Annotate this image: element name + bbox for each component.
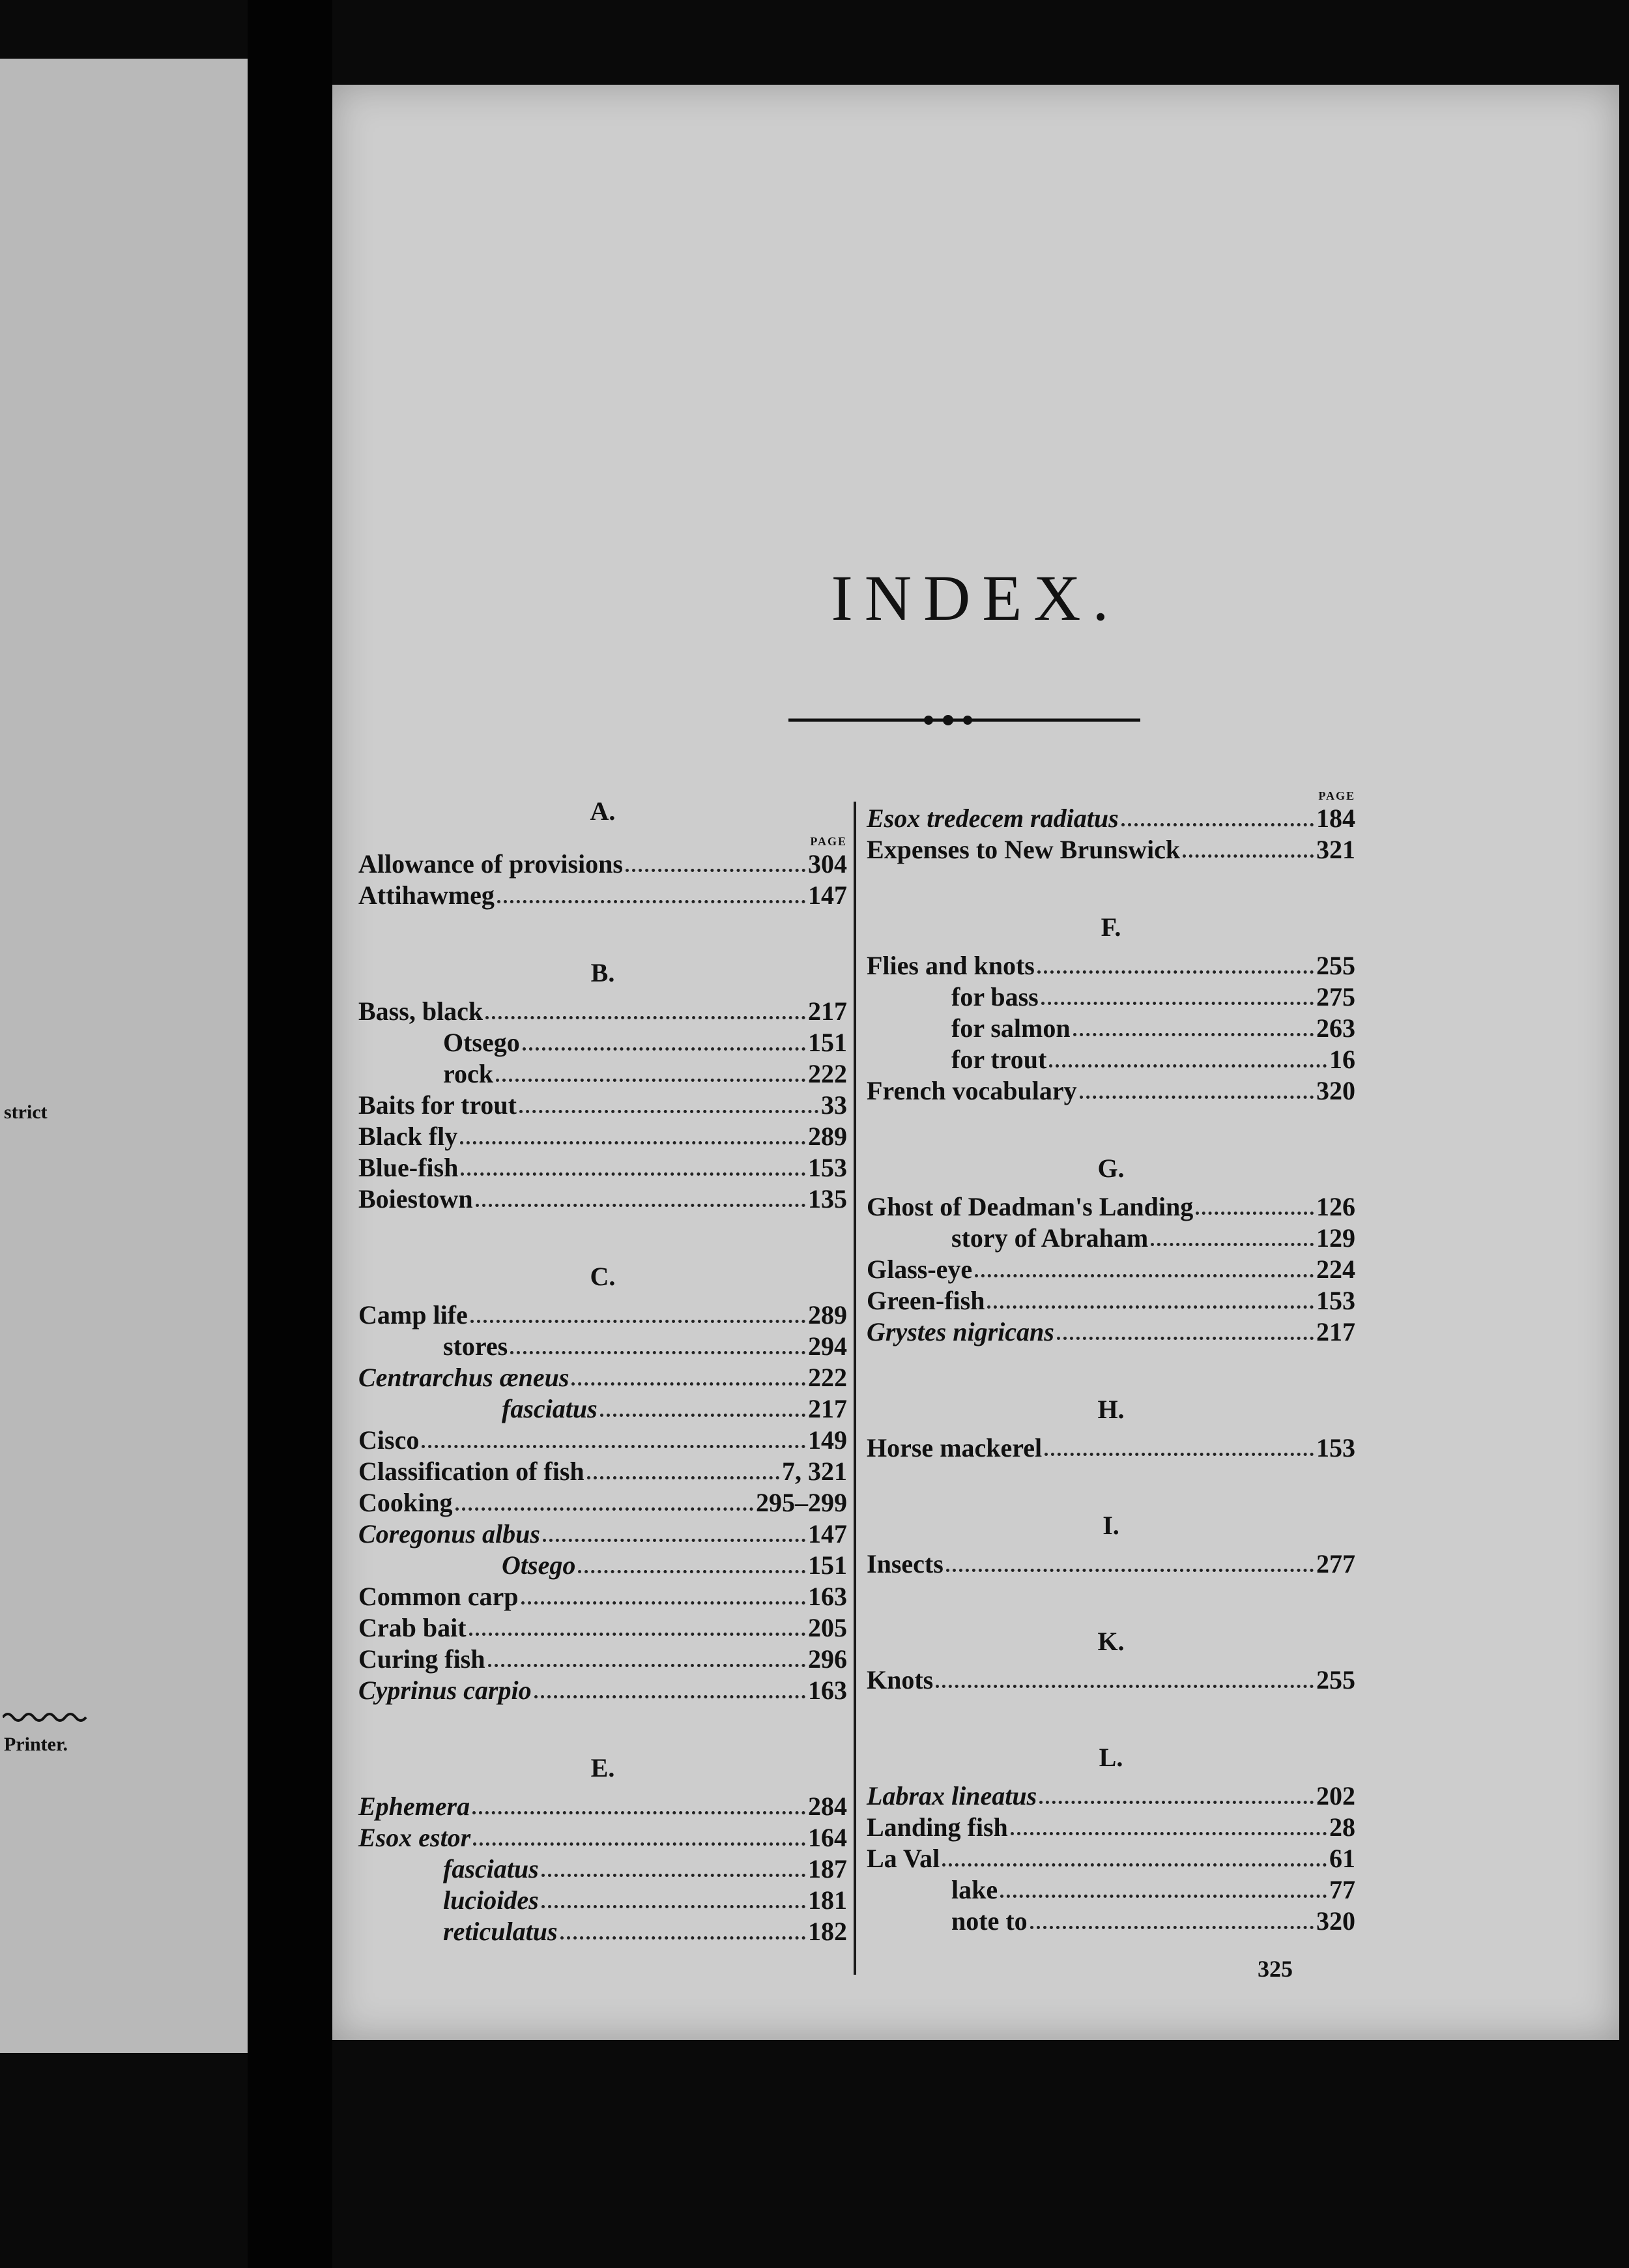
index-term: story of Abraham — [951, 1223, 1149, 1253]
index-column-right — [867, 789, 1355, 1937]
section-letter: H. — [1097, 1395, 1125, 1424]
index-term: Landing fish — [867, 1812, 1008, 1842]
index-page-number: 255 — [1316, 1665, 1355, 1694]
index-page-number: 147 — [808, 880, 847, 910]
index-entry — [358, 1550, 847, 1581]
index-entry — [867, 1044, 1355, 1075]
index-entry — [358, 1581, 847, 1612]
index-term: Grystes nigricans — [867, 1317, 1054, 1346]
index-page-number: 126 — [1316, 1192, 1355, 1221]
dot-leader — [488, 1664, 806, 1667]
dot-leader — [1151, 1243, 1314, 1246]
dot-leader — [1011, 1832, 1327, 1835]
index-entry — [358, 1916, 847, 1947]
index-entry — [358, 1644, 847, 1675]
index-term: Knots — [867, 1665, 934, 1694]
index-page-number: 284 — [808, 1792, 847, 1821]
dot-leader — [1073, 1033, 1314, 1036]
index-entry — [358, 1791, 847, 1822]
index-term: French vocabulary — [867, 1076, 1077, 1105]
index-page-number: 182 — [808, 1917, 847, 1946]
index-term: for bass — [951, 982, 1039, 1011]
page-column-label: PAGE — [810, 835, 847, 848]
index-entry — [867, 981, 1355, 1013]
index-entry — [358, 849, 847, 880]
index-term: Glass-eye — [867, 1255, 973, 1284]
dot-leader — [600, 1414, 805, 1417]
index-term: fasciatus — [502, 1394, 598, 1423]
index-entry — [867, 1843, 1355, 1874]
index-entry — [358, 1362, 847, 1393]
section-gap — [867, 865, 1355, 905]
index-page-number: 263 — [1316, 1013, 1355, 1043]
index-page-number: 135 — [808, 1184, 847, 1214]
index-page-number: 320 — [1316, 1906, 1355, 1936]
index-term: Curing fish — [358, 1644, 485, 1674]
facing-page-fragment-bottom: Printer. — [4, 1734, 68, 1755]
section-gap — [867, 1348, 1355, 1387]
index-column-left — [358, 789, 847, 1947]
index-term: Cyprinus carpio — [358, 1676, 532, 1705]
index-page-number: 295–299 — [756, 1488, 847, 1517]
dot-leader — [1196, 1212, 1314, 1215]
index-term: reticulatus — [443, 1917, 558, 1946]
index-page-number: 224 — [1316, 1255, 1355, 1284]
index-term: lake — [951, 1875, 998, 1904]
dot-leader — [496, 1079, 805, 1082]
dot-leader — [987, 1305, 1314, 1309]
index-term: for trout — [951, 1045, 1047, 1074]
dot-leader — [936, 1685, 1314, 1688]
dot-leader — [1030, 1926, 1314, 1929]
dot-leader — [523, 1047, 805, 1051]
section-letter: I. — [1103, 1511, 1119, 1540]
dot-leader — [461, 1172, 805, 1176]
index-term: fasciatus — [443, 1854, 539, 1883]
section-letter: G. — [1097, 1154, 1125, 1183]
index-term: Esox estor — [358, 1823, 471, 1852]
index-term: Camp life — [358, 1300, 468, 1330]
index-page-number: 275 — [1316, 982, 1355, 1011]
index-term: Ghost of Deadman's Landing — [867, 1192, 1194, 1221]
index-page-number: 28 — [1329, 1812, 1355, 1842]
index-term: Crab bait — [358, 1613, 467, 1642]
index-page-number: 217 — [808, 1394, 847, 1423]
index-term: Attihawmeg — [358, 880, 495, 910]
page-column-label: PAGE — [1318, 789, 1355, 802]
dot-leader — [521, 1601, 805, 1605]
section-letter: L. — [1099, 1743, 1123, 1772]
dot-leader — [541, 1874, 805, 1877]
index-page-number: 164 — [808, 1823, 847, 1852]
index-page-number: 77 — [1329, 1875, 1355, 1904]
index-entry — [867, 1191, 1355, 1223]
index-entry — [358, 1612, 847, 1644]
index-entry — [358, 1519, 847, 1550]
page-title: INDEX. — [831, 562, 1121, 634]
index-page-number: 151 — [808, 1028, 847, 1057]
dot-leader — [1000, 1895, 1327, 1898]
index-page-number: 289 — [808, 1122, 847, 1151]
index-entry — [358, 1027, 847, 1058]
dot-leader — [470, 1320, 805, 1323]
section-gap — [867, 1464, 1355, 1503]
index-term: Labrax lineatus — [867, 1781, 1037, 1810]
index-page-number: 153 — [1316, 1433, 1355, 1462]
index-term: Common carp — [358, 1582, 519, 1611]
section-letter: F. — [1101, 912, 1121, 942]
column-divider — [854, 802, 856, 1975]
dot-leader — [1049, 1064, 1327, 1068]
index-entry — [867, 1013, 1355, 1044]
index-entry — [358, 1854, 847, 1885]
index-entry — [358, 1456, 847, 1487]
dot-leader — [571, 1382, 805, 1386]
index-entry — [358, 1822, 847, 1854]
index-page-number: 222 — [808, 1363, 847, 1392]
index-page-number: 153 — [1316, 1286, 1355, 1315]
index-term: Expenses to New Brunswick — [867, 835, 1181, 864]
dot-leader — [422, 1445, 805, 1448]
dot-leader — [519, 1110, 818, 1113]
dot-leader — [485, 1016, 805, 1019]
dot-leader — [534, 1695, 805, 1698]
index-entry — [867, 1432, 1355, 1464]
index-term: Flies and knots — [867, 951, 1035, 980]
page-number: 325 — [1258, 1956, 1293, 1982]
index-term: note to — [951, 1906, 1028, 1936]
section-gap — [867, 1107, 1355, 1146]
index-entry — [358, 1675, 847, 1706]
index-page-number: 217 — [1316, 1317, 1355, 1346]
index-term: Ephemera — [358, 1792, 470, 1821]
index-entry — [867, 1316, 1355, 1348]
index-term: La Val — [867, 1844, 940, 1873]
index-page-number: 147 — [808, 1519, 847, 1548]
index-entry — [358, 1331, 847, 1362]
book-gutter — [248, 0, 332, 2268]
dot-leader — [510, 1351, 805, 1354]
index-entry — [358, 880, 847, 911]
index-term: Green-fish — [867, 1286, 985, 1315]
dot-leader — [946, 1569, 1314, 1572]
index-page — [332, 85, 1619, 2040]
index-page-number: 163 — [808, 1676, 847, 1705]
section-letter: E. — [590, 1753, 615, 1782]
index-page-number: 296 — [808, 1644, 847, 1674]
index-page-number: 7, 321 — [782, 1457, 847, 1486]
index-entry — [358, 1121, 847, 1152]
index-entry — [867, 1665, 1355, 1696]
dot-leader — [472, 1811, 805, 1814]
index-page-number: 217 — [808, 996, 847, 1026]
section-letter: K. — [1097, 1627, 1125, 1656]
index-term: Coregonus albus — [358, 1519, 540, 1548]
wavy-rule-icon — [3, 1711, 87, 1724]
section-letter: C. — [590, 1262, 616, 1291]
dot-leader — [975, 1274, 1314, 1277]
index-entry — [358, 1184, 847, 1215]
index-page-number: 222 — [808, 1059, 847, 1088]
index-page-number: 205 — [808, 1613, 847, 1642]
index-term: Otsego — [443, 1028, 520, 1057]
index-page-number: 181 — [808, 1885, 847, 1915]
index-term: Boiestown — [358, 1184, 473, 1214]
index-entry — [358, 1487, 847, 1519]
index-term: stores — [443, 1331, 508, 1361]
index-term: Cisco — [358, 1425, 420, 1455]
index-entry — [867, 1781, 1355, 1812]
index-entry — [867, 1548, 1355, 1580]
index-page-number: 151 — [808, 1550, 847, 1580]
index-term: Esox tredecem radiatus — [867, 804, 1119, 833]
index-page-number: 184 — [1316, 804, 1355, 833]
dot-leader — [626, 869, 805, 872]
index-entry — [867, 803, 1355, 834]
section-gap — [867, 1580, 1355, 1619]
index-entry — [358, 1152, 847, 1184]
index-term: Allowance of provisions — [358, 849, 623, 879]
index-page-number: 61 — [1329, 1844, 1355, 1873]
dot-leader — [942, 1863, 1327, 1867]
index-entry — [867, 1285, 1355, 1316]
dot-leader — [1121, 823, 1314, 826]
section-gap — [867, 1696, 1355, 1735]
dot-leader — [1057, 1337, 1314, 1340]
index-entry — [358, 1090, 847, 1121]
dot-leader — [469, 1633, 805, 1636]
dot-leader — [460, 1141, 805, 1144]
index-entry — [358, 1885, 847, 1916]
index-term: Cooking — [358, 1488, 453, 1517]
facing-page-fragment-top: strict — [4, 1101, 48, 1123]
index-term: Insects — [867, 1549, 944, 1578]
index-entry — [867, 950, 1355, 981]
index-page-number: 255 — [1316, 951, 1355, 980]
dot-leader — [1183, 854, 1314, 858]
index-page-number: 16 — [1329, 1045, 1355, 1074]
index-entry — [867, 1223, 1355, 1254]
dot-leader — [455, 1507, 754, 1511]
index-page-number: 277 — [1316, 1549, 1355, 1578]
index-entry — [867, 834, 1355, 865]
index-page-number: 289 — [808, 1300, 847, 1330]
dot-leader — [1080, 1096, 1314, 1099]
index-term: Otsego — [502, 1550, 576, 1580]
index-entry — [358, 1425, 847, 1456]
index-page-number: 129 — [1316, 1223, 1355, 1253]
index-page-number: 163 — [808, 1582, 847, 1611]
dot-leader — [587, 1476, 779, 1479]
dot-leader — [473, 1842, 805, 1846]
section-letter: A. — [590, 796, 616, 826]
index-term: Black fly — [358, 1122, 458, 1151]
dot-leader — [1045, 1453, 1314, 1456]
index-term: Classification of fish — [358, 1457, 584, 1486]
index-entry — [358, 1393, 847, 1425]
index-page-number: 202 — [1316, 1781, 1355, 1810]
index-entry — [867, 1874, 1355, 1906]
index-term: rock — [443, 1059, 494, 1088]
index-term: lucioides — [443, 1885, 539, 1915]
index-entry — [867, 1254, 1355, 1285]
dot-leader — [541, 1905, 805, 1908]
index-entry — [867, 1075, 1355, 1107]
dot-leader — [543, 1539, 805, 1542]
index-entry — [358, 1300, 847, 1331]
index-entry — [358, 1058, 847, 1090]
index-page-number: 321 — [1316, 835, 1355, 864]
index-page-number: 294 — [808, 1331, 847, 1361]
dot-leader — [578, 1570, 805, 1573]
index-page-number: 33 — [821, 1090, 847, 1120]
index-term: for salmon — [951, 1013, 1071, 1043]
index-page-number: 153 — [808, 1153, 847, 1182]
index-entry — [867, 1812, 1355, 1843]
facing-page — [0, 59, 248, 2053]
index-term: Bass, black — [358, 996, 483, 1026]
dot-leader — [560, 1936, 805, 1940]
ornament-rule-icon — [782, 710, 1147, 730]
index-entry — [867, 1906, 1355, 1937]
index-term: Baits for trout — [358, 1090, 517, 1120]
section-gap — [358, 1706, 847, 1745]
dot-leader — [497, 900, 805, 903]
dot-leader — [476, 1204, 805, 1207]
index-term: Blue-fish — [358, 1153, 459, 1182]
section-gap — [358, 1215, 847, 1254]
dot-leader — [1041, 1002, 1314, 1005]
index-page-number: 187 — [808, 1854, 847, 1883]
index-entry — [358, 996, 847, 1027]
index-term: Centrarchus æneus — [358, 1363, 569, 1392]
index-page-number: 304 — [808, 849, 847, 879]
section-gap — [358, 911, 847, 950]
index-term: Horse mackerel — [867, 1433, 1043, 1462]
index-page-number: 149 — [808, 1425, 847, 1455]
index-page-number: 320 — [1316, 1076, 1355, 1105]
dot-leader — [1039, 1801, 1314, 1804]
dot-leader — [1037, 970, 1314, 974]
section-letter: B. — [590, 958, 615, 987]
